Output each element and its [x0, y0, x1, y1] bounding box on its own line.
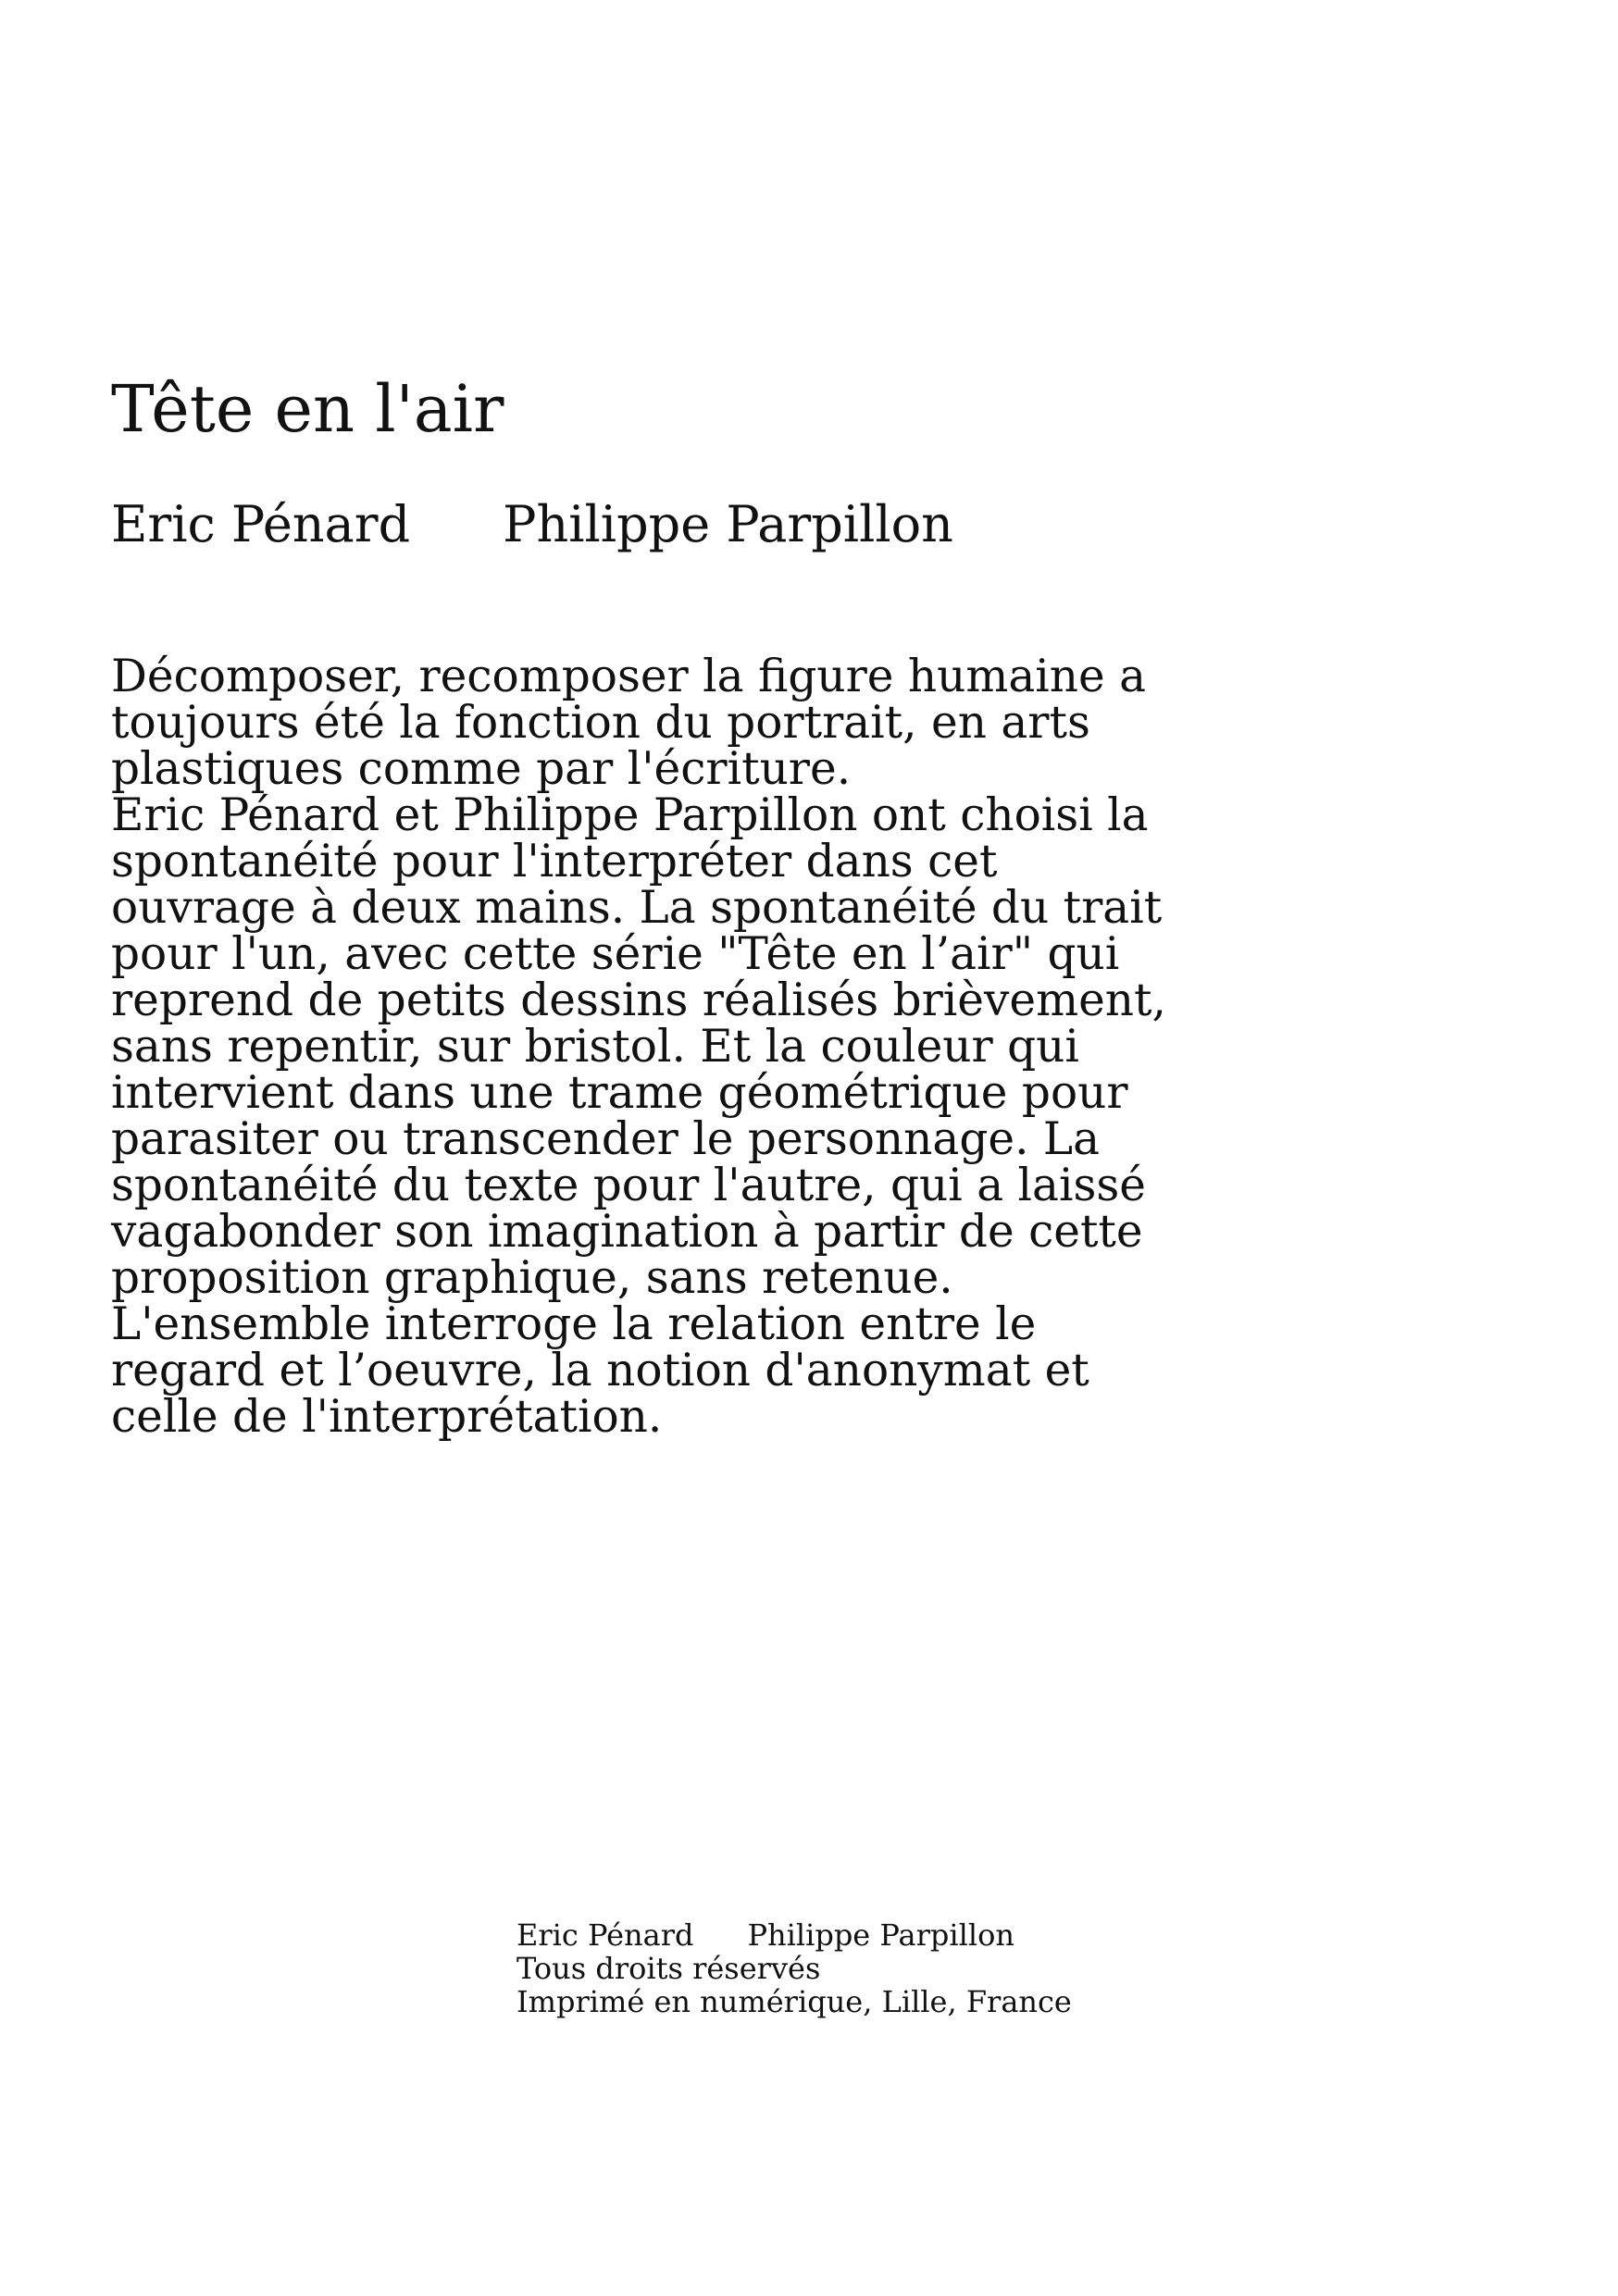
body-line: proposition graphique, sans retenue.: [111, 1252, 953, 1304]
body-line: spontanéité du texte pour l'autre, qui a laissé: [111, 1160, 1146, 1211]
body-line: intervient dans une trame géométrique pour: [111, 1067, 1128, 1119]
body-line: sans repentir, sur bristol. Et la couleur qui: [111, 1021, 1079, 1073]
author-philippe-parpillon: Philippe Parpillon: [503, 495, 953, 553]
authors-line: [111, 495, 953, 555]
body-line: celle de l'interprétation.: [111, 1391, 663, 1443]
body-line: ouvrage à deux mains. La spontanéité du trait: [111, 882, 1163, 934]
colophon-authors: [517, 1918, 1072, 1952]
body-line: pour l'un, avec cette série "Tête en l’air" qui: [111, 928, 1120, 980]
colophon: [517, 1918, 1072, 2018]
body-line: spontanéité pour l'interpréter dans cet: [111, 836, 998, 887]
colophon-author-philippe-parpillon: Philippe Parpillon: [747, 1917, 1014, 1953]
body-line: Décomposer, recomposer la figure humaine a: [111, 651, 1147, 702]
body-line: reprend de petits dessins réalisés brièvement,: [111, 974, 1166, 1026]
page-title: Tête en l'air: [111, 371, 504, 447]
body-line: parasiter ou transcender le personnage. La: [111, 1113, 1101, 1165]
body-line: regard et l’oeuvre, la notion d'anonymat et: [111, 1345, 1089, 1396]
author-eric-penard: Eric Pénard: [111, 495, 411, 553]
body-line: plastiques comme par l'écriture.: [111, 743, 852, 795]
body-line: L'ensemble interroge la relation entre le: [111, 1298, 1037, 1350]
colophon-printing: Imprimé en numérique, Lille, France: [517, 1984, 1072, 2019]
colophon-author-eric-penard: Eric Pénard: [517, 1917, 694, 1953]
body-paragraph: [111, 651, 1268, 1443]
colophon-rights: Tous droits réservés: [517, 1951, 821, 1986]
body-line: toujours été la fonction du portrait, en arts: [111, 697, 1090, 749]
body-line: vagabonder son imagination à partir de cette: [111, 1206, 1143, 1258]
body-line: Eric Pénard et Philippe Parpillon ont choisi la: [111, 789, 1149, 841]
